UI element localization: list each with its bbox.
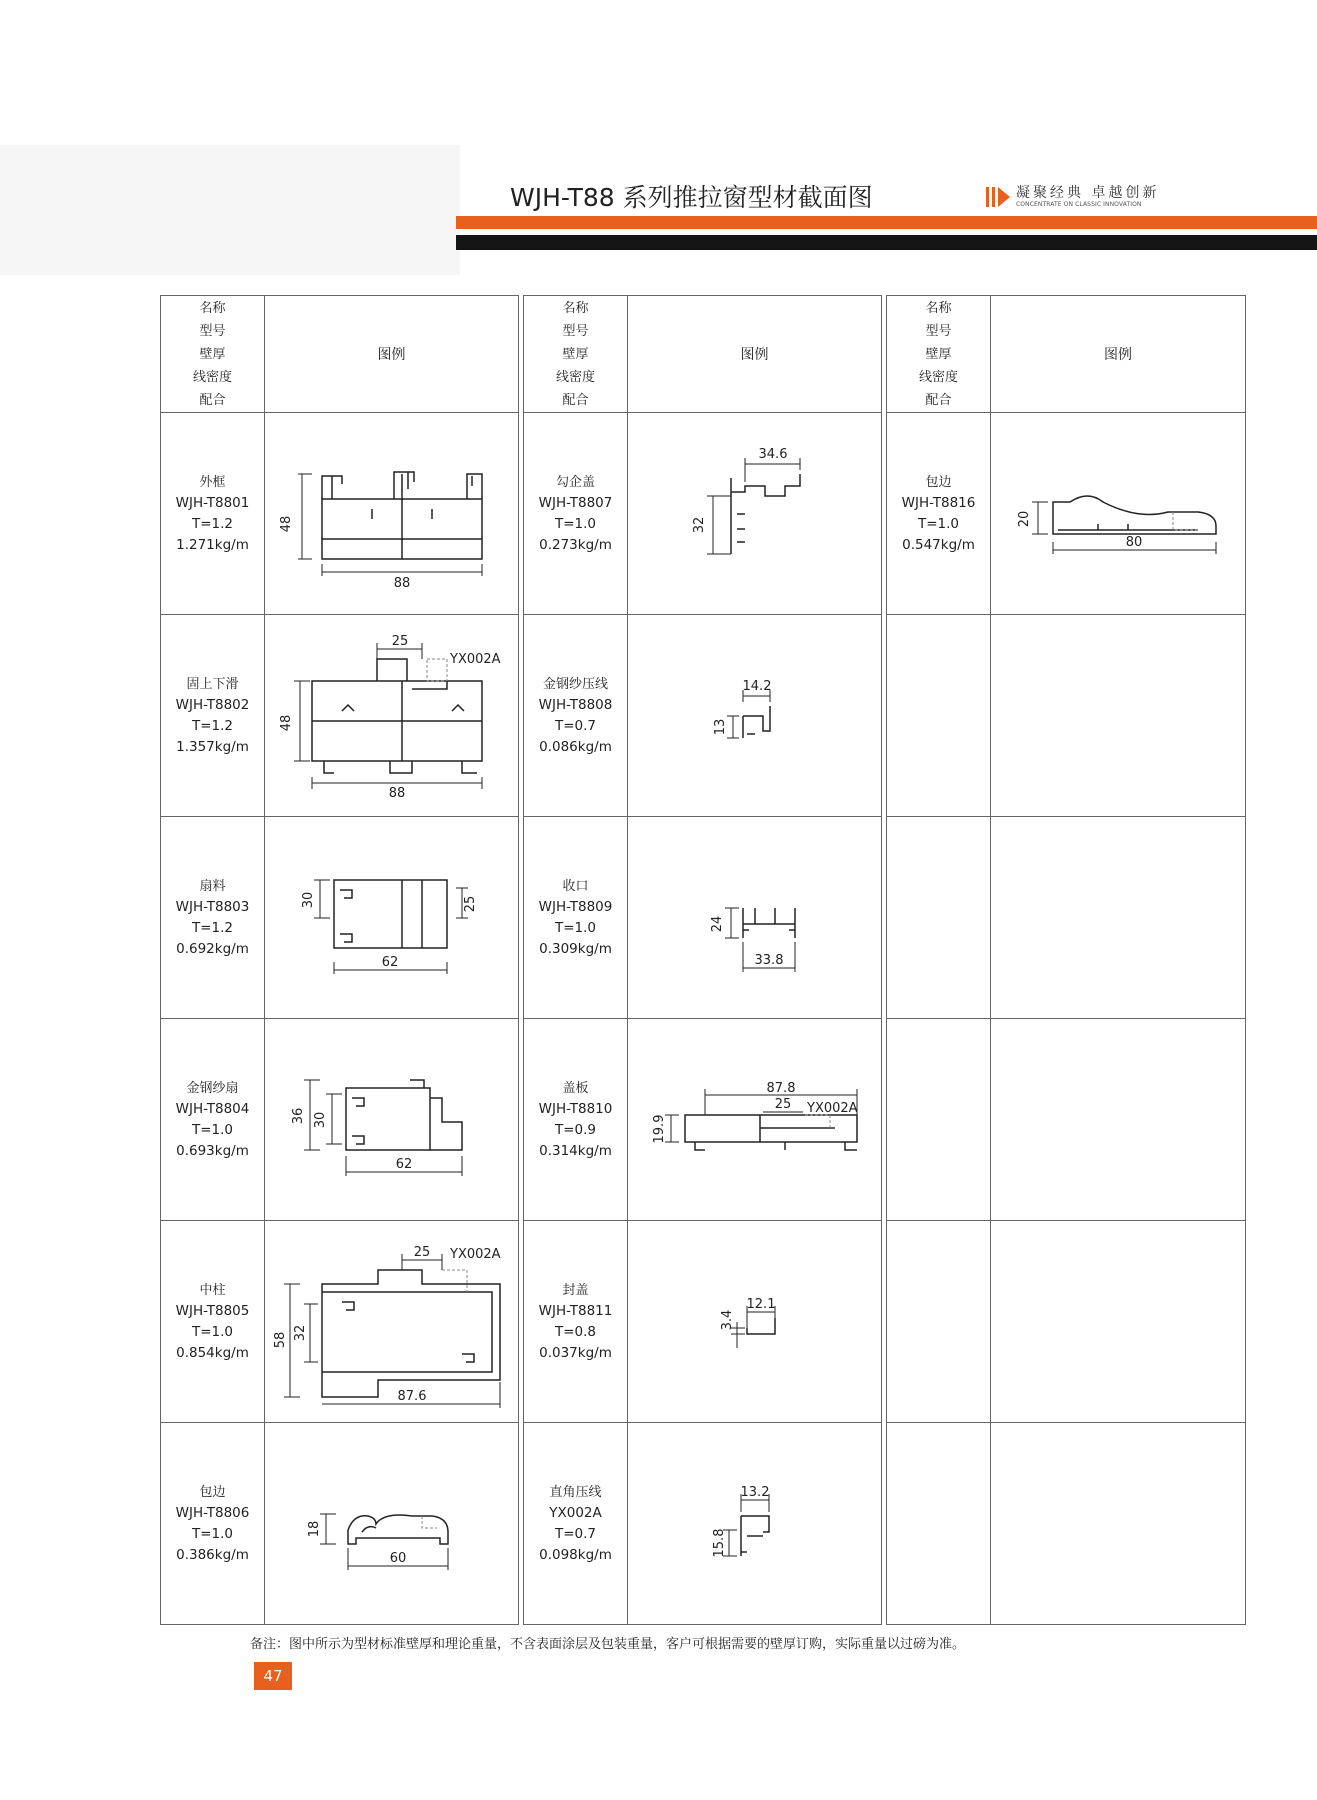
- dimension-label: 25: [774, 1096, 791, 1112]
- dimension-label: 60: [389, 1550, 406, 1566]
- profile-info: 中柱 WJH-T8805 T=1.0 0.854kg/m: [161, 1221, 265, 1423]
- header-bar-orange: [456, 216, 1317, 229]
- profile-info: 盖板 WJH-T8810 T=0.9 0.314kg/m: [524, 1019, 628, 1221]
- profile-info: 直角压线 YX002A T=0.7 0.098kg/m: [524, 1423, 628, 1625]
- profile-drawing-sash: [272, 838, 512, 998]
- header-cell: 名称 型号 壁厚 线密度 配合: [524, 296, 628, 413]
- dimension-label: 20: [1017, 510, 1032, 527]
- profile-info: 外框 WJH-T8801 T=1.2 1.271kg/m: [161, 413, 265, 615]
- profile-drawing: [628, 817, 882, 1019]
- profile-drawing-end-cap: [635, 1242, 875, 1402]
- empty-cell: [991, 615, 1246, 817]
- empty-cell: [887, 1221, 991, 1423]
- header-cell: 名称 型号 壁厚 线密度 配合: [161, 296, 265, 413]
- profile-info: 收口 WJH-T8809 T=1.0 0.309kg/m: [524, 817, 628, 1019]
- brand-slogan: 凝聚经典 卓越创新: [1016, 185, 1160, 201]
- dimension-label: 25: [462, 895, 478, 912]
- profile-drawing: [628, 1221, 882, 1423]
- profile-drawing-hook-cover: [635, 434, 875, 594]
- table-row: [161, 615, 1246, 817]
- table-row: [161, 1423, 1246, 1625]
- profile-drawing: [628, 413, 882, 615]
- profile-drawing-right-angle-bead: [635, 1444, 875, 1604]
- profile-drawing-edge-trim-8816: [998, 434, 1238, 594]
- brand-mark-icon: [986, 185, 1012, 209]
- profile-table: [160, 295, 1246, 1625]
- dimension-label: YX002A: [449, 651, 501, 667]
- dimension-label: 14.2: [742, 678, 771, 694]
- dimension-label: 62: [395, 1156, 412, 1172]
- profile-info: 包边 WJH-T8816 T=1.0 0.547kg/m: [887, 413, 991, 615]
- profile-drawing-outer-frame: [272, 434, 512, 594]
- empty-cell: [991, 1423, 1246, 1625]
- dimension-label: 25: [391, 633, 408, 649]
- dimension-label: 25: [413, 1244, 430, 1260]
- profile-drawing: [628, 615, 882, 817]
- profile-drawing-closing-strip: [635, 838, 875, 998]
- profile-info: 金钢纱扇 WJH-T8804 T=1.0 0.693kg/m: [161, 1019, 265, 1221]
- profile-info: 勾企盖 WJH-T8807 T=1.0 0.273kg/m: [524, 413, 628, 615]
- dimension-label: 18: [306, 1520, 322, 1537]
- profile-drawing: [265, 817, 519, 1019]
- dimension-label: 88: [388, 785, 405, 801]
- profile-drawing: [628, 1019, 882, 1221]
- profile-info: 包边 WJH-T8806 T=1.0 0.386kg/m: [161, 1423, 265, 1625]
- profile-info: 固上下滑 WJH-T8802 T=1.2 1.357kg/m: [161, 615, 265, 817]
- profile-info: 扇料 WJH-T8803 T=1.2 0.692kg/m: [161, 817, 265, 1019]
- dimension-label: 36: [290, 1107, 306, 1124]
- dimension-label: 13.2: [740, 1484, 769, 1500]
- dimension-label: 58: [272, 1331, 288, 1348]
- page-shadow: [0, 145, 460, 275]
- table-row: [161, 1019, 1246, 1221]
- empty-cell: [887, 817, 991, 1019]
- dimension-label: 12.1: [746, 1296, 775, 1312]
- header-row: [161, 296, 1246, 413]
- dimension-label: 3.4: [719, 1309, 735, 1330]
- header-cell: 名称 型号 壁厚 线密度 配合: [887, 296, 991, 413]
- dimension-label: 24: [709, 915, 725, 932]
- dimension-label: YX002A: [806, 1100, 858, 1116]
- profile-drawing: [265, 1423, 519, 1625]
- dimension-label: 87.8: [766, 1080, 795, 1096]
- profile-info: 封盖 WJH-T8811 T=0.8 0.037kg/m: [524, 1221, 628, 1423]
- dimension-label: 48: [278, 714, 294, 731]
- profile-drawing-edge-trim-8806: [272, 1444, 512, 1604]
- profile-drawing-fixed-slide: [272, 631, 512, 801]
- footnote: 备注：图中所示为型材标准壁厚和理论重量，不含表面涂层及包装重量，客户可根据需要的壁厚订购，实际重量以过磅为准。: [250, 1637, 966, 1652]
- dimension-label: 87.6: [397, 1388, 426, 1404]
- dimension-label: 30: [312, 1111, 328, 1128]
- empty-cell: [991, 1221, 1246, 1423]
- brand-logo: [986, 182, 1216, 212]
- legend-header: 图例: [265, 296, 519, 413]
- empty-cell: [887, 615, 991, 817]
- profile-drawing-cover-plate: [635, 1040, 875, 1200]
- empty-cell: [887, 1019, 991, 1221]
- empty-cell: [887, 1423, 991, 1625]
- dimension-label: 32: [691, 516, 707, 533]
- profile-info: 金钢纱压线 WJH-T8808 T=0.7 0.086kg/m: [524, 615, 628, 817]
- dimension-label: 30: [300, 891, 316, 908]
- legend-header: 图例: [628, 296, 882, 413]
- dimension-label: 32: [292, 1324, 308, 1341]
- dimension-label: 80: [1125, 534, 1143, 550]
- empty-cell: [991, 1019, 1246, 1221]
- profile-drawing: [265, 1019, 519, 1221]
- brand-subtitle: CONCENTRATE ON CLASSIC INNOVATION: [1016, 201, 1142, 208]
- profile-drawing-screen-sash: [272, 1040, 512, 1200]
- dimension-label: 48: [278, 515, 294, 532]
- dimension-label: 13: [712, 718, 728, 735]
- empty-cell: [991, 817, 1246, 1019]
- profile-drawing: [991, 413, 1246, 615]
- profile-drawing-screen-bead: [635, 636, 875, 796]
- profile-drawing: [265, 615, 519, 817]
- profile-drawing: [265, 1221, 519, 1423]
- dimension-label: 19.9: [651, 1114, 667, 1143]
- dimension-label: YX002A: [449, 1246, 501, 1262]
- table-row: [161, 413, 1246, 615]
- header-bar-black: [456, 235, 1317, 250]
- dimension-label: 33.8: [754, 952, 783, 968]
- dimension-label: 88: [393, 575, 410, 591]
- table-row: [161, 817, 1246, 1019]
- profile-drawing: [265, 413, 519, 615]
- legend-header: 图例: [991, 296, 1246, 413]
- dimension-label: 15.8: [711, 1528, 727, 1557]
- profile-drawing: [628, 1423, 882, 1625]
- profile-drawing-mullion: [272, 1232, 512, 1412]
- page-number: 47: [254, 1662, 292, 1690]
- table-row: [161, 1221, 1246, 1423]
- dimension-label: 62: [381, 954, 398, 970]
- dimension-label: 34.6: [758, 446, 787, 462]
- page-title: WJH-T88 系列推拉窗型材截面图: [510, 183, 873, 212]
